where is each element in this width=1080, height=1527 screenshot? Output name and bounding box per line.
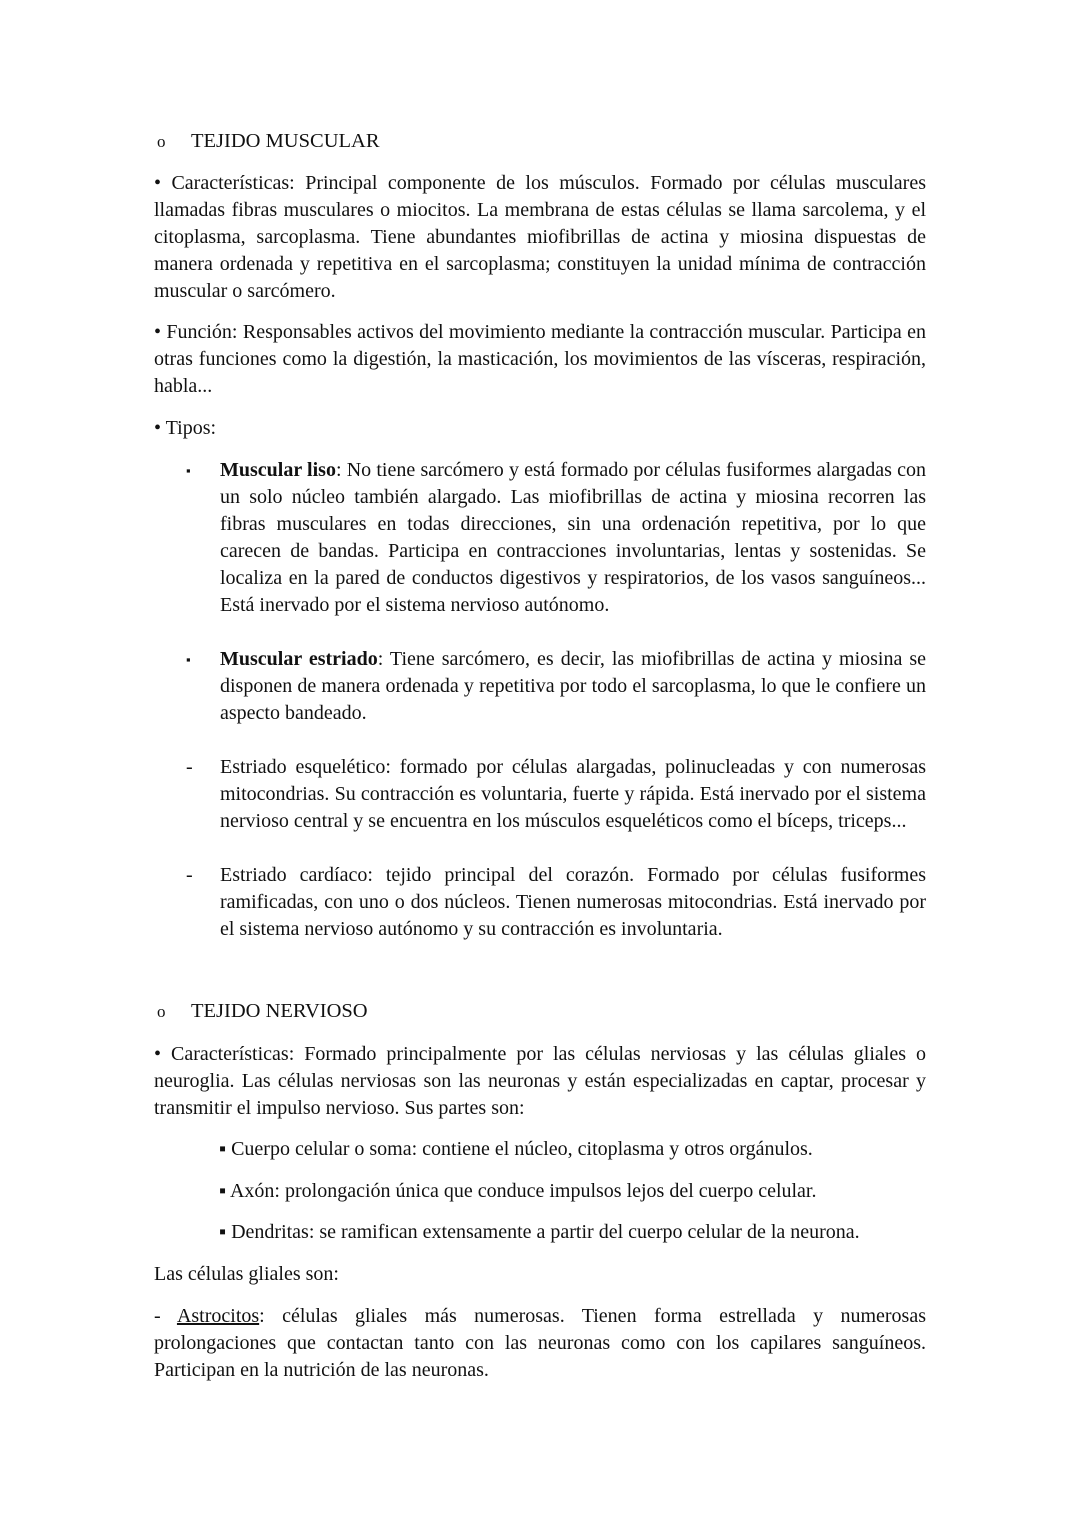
- tipo-text: [220, 457, 926, 619]
- subtipo-item-esqueletico: [186, 754, 926, 835]
- circle-bullet-icon: o: [157, 1002, 166, 1021]
- neurona-parte-soma: ▪ Cuerpo celular o soma: contiene el núcleo, citoplasma y otros orgánulos.: [219, 1138, 813, 1160]
- tipo-item-estriado: [186, 646, 926, 727]
- tipo-term: Muscular estriado: [220, 648, 378, 670]
- glial-description: : células gliales más numerosas. Tienen forma estrellada y numerosas prolongaciones que contactan tanto con las neuronas como con los capilares sanguíneos. Participan en la nutrición de las neuronas.: [154, 1305, 926, 1381]
- glial-item-astrocitos: [154, 1303, 926, 1384]
- dash-bullet-icon: -: [154, 1305, 177, 1327]
- tipo-text: [220, 646, 926, 727]
- subtipo-text: Estriado cardíaco: tejido principal del corazón. Formado por células fusiformes ramificadas, con uno o dos núcleos. Tienen numerosas mitocondrias. Está inervado por el sistema nervioso autónomo y su contracción es involuntaria.: [220, 864, 926, 940]
- neurona-parte-dendritas: ▪ Dendritas: se ramifican extensamente a partir del cuerpo celular de la neurona.: [219, 1221, 860, 1243]
- circle-bullet-icon: o: [157, 132, 166, 151]
- gliales-intro: Las células gliales son:: [154, 1263, 339, 1285]
- glial-term: Astrocitos: [176, 1305, 260, 1327]
- muscular-caracteristicas: • Características: Principal componente de los músculos. Formado por células musculares llamadas fibras musculares o miocitos. La membrana de estas células se llama sarcolema, y el citoplasma, sarcoplasma. Tiene abundantes miofibrillas de actina y miosina dispuestas de manera ordenada y repetitiva en el sarcoplasma; constituyen la unidad mínima de contracción muscular o sarcómero.: [154, 172, 926, 302]
- muscular-tipos-label: • Tipos:: [154, 417, 217, 439]
- section-title: TEJIDO NERVIOSO: [191, 1000, 368, 1022]
- section-heading-nervioso: [157, 998, 368, 1025]
- tipo-description: : No tiene sarcómero y está formado por células fusiformes alargadas con un solo núcleo también alargado. Las miofibrillas de actina y miosina recorren las fibras musculares en todas direcciones, sin una ordenación repetitiva, por lo que carecen de bandas. Participa en contracciones involuntarias, lentas y sostenidas. Se localiza en la pared de conductos digestivos y respiratorios, de los vasos sanguíneos... Está inervado por el sistema nervioso autónomo.: [220, 459, 926, 616]
- square-bullet-icon: ▪: [186, 463, 191, 478]
- section-title: TEJIDO MUSCULAR: [191, 130, 380, 152]
- subtipo-text: Estriado esquelético: formado por células alargadas, polinucleadas y con numerosas mitocondrias. Su contracción es voluntaria, fuerte y rápida. Está inervado por el sistema nervioso central y se encuentra en los músculos esqueléticos como el bíceps, triceps...: [220, 756, 926, 832]
- section-heading-muscular: [157, 128, 380, 155]
- dash-bullet-icon: -: [186, 864, 193, 886]
- tipo-item-liso: [186, 457, 926, 619]
- dash-bullet-icon: -: [186, 756, 193, 778]
- square-bullet-icon: ▪: [186, 652, 191, 667]
- subtipo-item-cardiaco: [186, 862, 926, 943]
- muscular-funcion: • Función: Responsables activos del movimiento mediante la contracción muscular. Participa en otras funciones como la digestión, la masticación, los movimientos de las vísceras, respiración, habla...: [154, 321, 926, 397]
- neurona-parte-axon: ▪ Axón: prolongación única que conduce impulsos lejos del cuerpo celular.: [219, 1180, 817, 1202]
- tipo-description: : Tiene sarcómero, es decir, las miofibrillas de actina y miosina se disponen de manera ordenada y repetitiva por todo el sarcoplasma, lo que le confiere un aspecto bandeado.: [220, 648, 926, 724]
- tipo-term: Muscular liso: [220, 459, 336, 481]
- nervioso-caracteristicas: • Características: Formado principalmente por las células nerviosas y las células gliales o neuroglia. Las células nerviosas son las neuronas y están especializadas en captar, procesar y transmitir el impulso nervioso. Sus partes son:: [154, 1043, 926, 1119]
